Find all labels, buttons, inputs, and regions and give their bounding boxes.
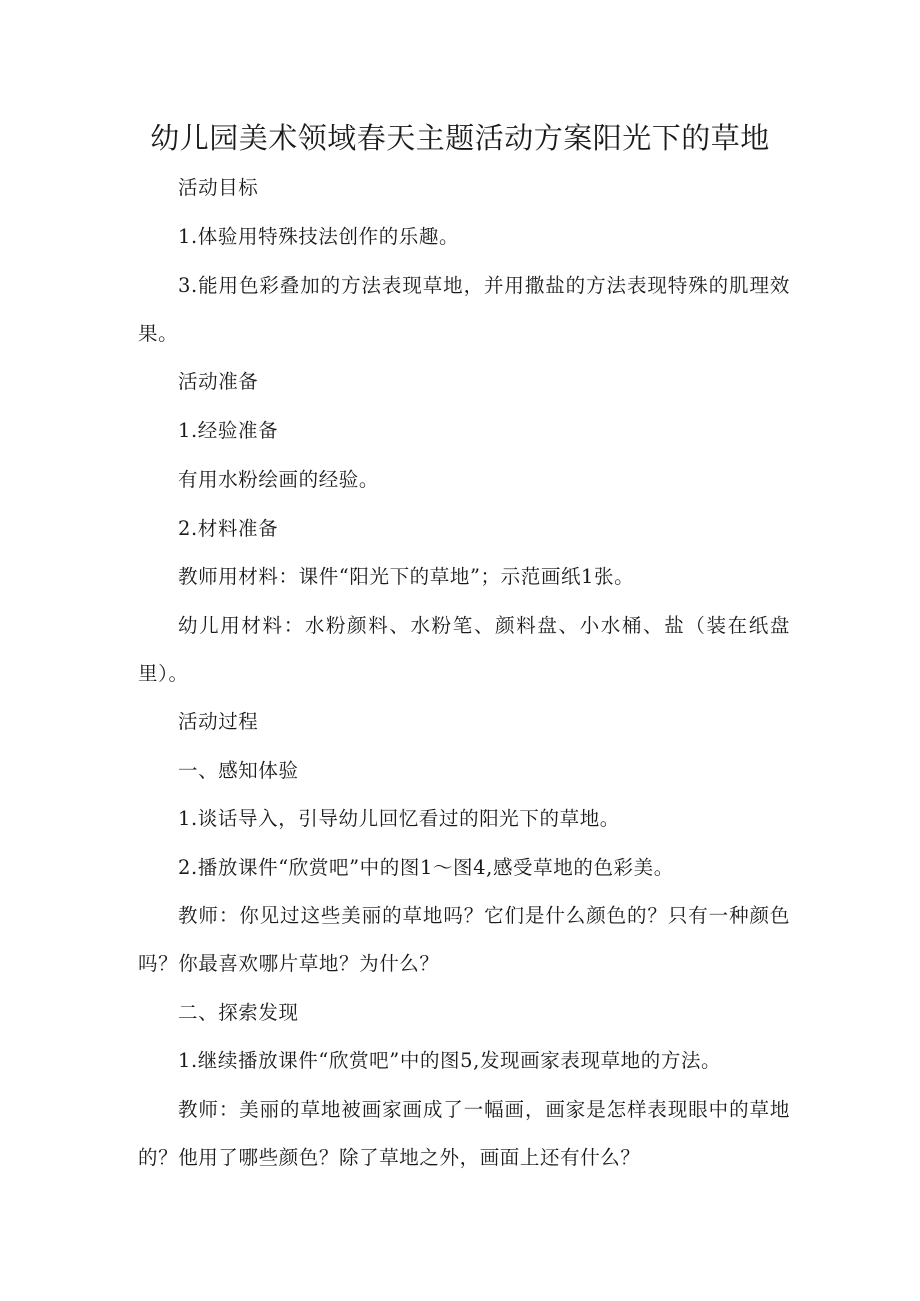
paragraph: 教师：美丽的草地被画家画成了一幅画，画家是怎样表现眼中的草地的？他用了哪些颜色？除了草地之外，画面上还有什么？ xyxy=(138,1098,790,1169)
paragraph: 幼儿用材料：水粉颜料、水粉笔、颜料盘、小水桶、盐（装在纸盘里）。 xyxy=(138,614,790,685)
section-heading-process: 活动过程 xyxy=(178,710,259,733)
section-heading-preparation: 活动准备 xyxy=(178,370,259,393)
paragraph: 有用水粉绘画的经验。 xyxy=(178,468,380,491)
paragraph: 1.经验准备 xyxy=(178,419,279,442)
paragraph: 1.谈话导入，引导幼儿回忆看过的阳光下的草地。 xyxy=(178,807,620,830)
paragraph: 1.体验用特殊技法创作的乐趣。 xyxy=(178,225,460,248)
paragraph: 2.播放课件“欣赏吧”中的图1～图4,感受草地的色彩美。 xyxy=(178,856,674,879)
paragraph: 3.能用色彩叠加的方法表现草地，并用撒盐的方法表现特殊的肌理效果。 xyxy=(138,274,790,345)
subsection-heading: 一、感知体验 xyxy=(178,759,299,782)
paragraph: 2.材料准备 xyxy=(178,517,279,540)
paragraph: 教师用材料：课件“阳光下的草地”；示范画纸1张。 xyxy=(178,565,635,588)
paragraph: 教师：你见过这些美丽的草地吗？它们是什么颜色的？只有一种颜色吗？你最喜欢哪片草地？为什么？ xyxy=(138,904,790,975)
paragraph: 1.继续播放课件“欣赏吧”中的图5,发现画家表现草地的方法。 xyxy=(178,1049,722,1072)
document-title: 幼儿园美术领域春天主题活动方案阳光下的草地 xyxy=(150,121,770,155)
subsection-heading: 二、探索发现 xyxy=(178,1001,299,1024)
section-heading-goals: 活动目标 xyxy=(178,176,259,199)
